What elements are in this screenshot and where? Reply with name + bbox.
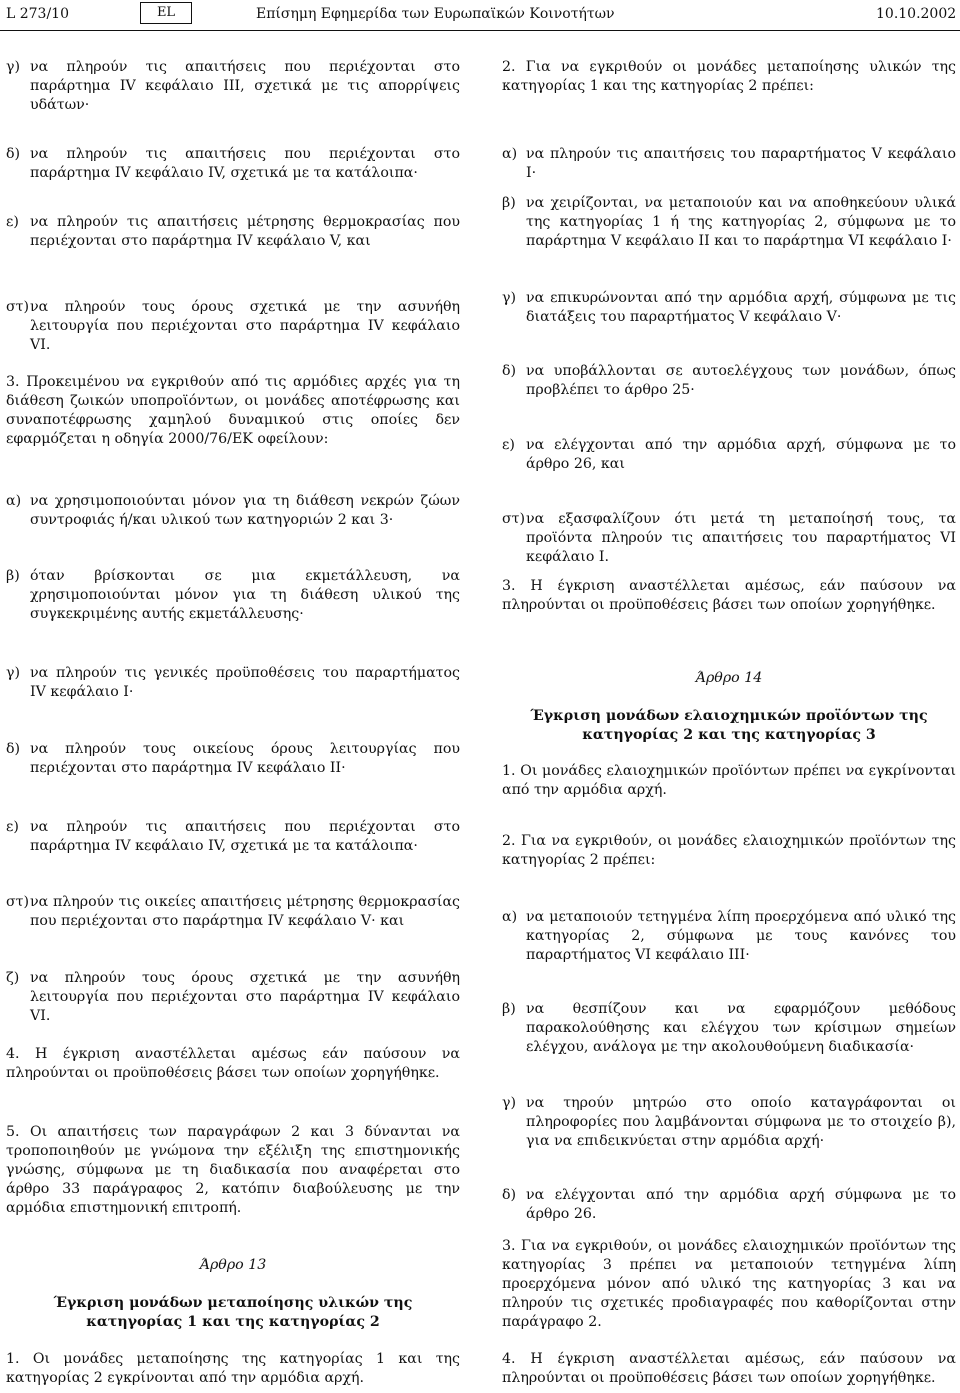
item-text: να πληρούν τις απαιτήσεις που περιέχονται στο παράρτημα IV κεφάλαιο IV, σχετικά με τα κατάλοιπα· <box>30 146 460 181</box>
item-text: να μεταποιούν τετηγμένα λίπη προερχόμενα από υλικό της κατηγορίας 2, σύμφωνα με τους κανόνες του παραρτήματος VI κεφάλαιο III· <box>526 909 956 963</box>
item-label: α) <box>6 493 22 509</box>
article-number: Άρθρο 14 <box>695 670 763 686</box>
item-label: ζ) <box>6 970 20 986</box>
list-item <box>502 362 956 400</box>
item-label: δ) <box>502 1187 517 1203</box>
list-item <box>6 492 460 530</box>
article-title: Έγκριση μονάδων μεταποίησης υλικών της κατηγορίας 1 και της κατηγορίας 2 <box>53 1295 413 1330</box>
item-text: να ελέγχονται από την αρμόδια αρχή σύμφωνα με το άρθρο 26. <box>526 1187 956 1222</box>
item-text: να πληρούν τους όρους σχετικά με την ασυνήθη λειτουργία που περιέχονται στο παράρτημα IV κεφάλαιο VI. <box>30 299 460 353</box>
item-label: δ) <box>6 741 21 757</box>
item-text: να πληρούν τους οικείους όρους λειτουργίας που περιέχονται στο παράρτημα IV κεφάλαιο II· <box>30 741 460 776</box>
paragraph: 5. Οι απαιτήσεις των παραγράφων 2 και 3 δύνανται να τροποποιηθούν με γνώμονα την εξέλιξη της επιστημονικής γνώσης, σύμφωνα με τη διαδικασία που αναφέρεται στο άρθρο 33 παράγραφος 2, κατόπιν διαβούλευσης με την αρμόδια επιστημονική επιτροπή. <box>6 1124 460 1216</box>
list-item <box>6 969 460 1026</box>
item-label: γ) <box>502 290 517 306</box>
item-label: ε) <box>502 437 515 453</box>
item-text: να πληρούν τις απαιτήσεις μέτρησης θερμοκρασίας που περιέχονται στο παράρτημα IV κεφάλαιο V, και <box>30 214 460 249</box>
list-item <box>502 1186 956 1224</box>
list-item <box>502 194 956 251</box>
item-label: γ) <box>6 59 21 75</box>
paragraph: 3. Η έγκριση αναστέλλεται αμέσως, εάν παύσουν να πληρούνται οι προϋποθέσεις βάσει των οποίων χορηγήθηκε. <box>502 578 956 613</box>
item-label: α) <box>502 146 518 162</box>
list-item <box>6 893 460 931</box>
paragraph: 2. Για να εγκριθούν, οι μονάδες ελαιοχημικών προϊόντων της κατηγορίας 2 πρέπει: <box>502 833 956 868</box>
item-label: β) <box>6 568 20 584</box>
item-text: όταν βρίσκονται σε μια εκμετάλλευση, να χρησιμοποιούνται μόνον για τη διάθεση υλικού της συγκεκριμένης αυτής εκμετάλλευσης· <box>30 568 460 622</box>
list-item <box>6 58 460 115</box>
item-text: να πληρούν τις οικείες απαιτήσεις μέτρησης θερμοκρασίας που περιέχονται στο παράρτημα IV κεφάλαιο V· και <box>30 894 460 929</box>
item-text: να πληρούν τις απαιτήσεις που περιέχονται στο παράρτημα IV κεφάλαιο IV, σχετικά με τα κατάλοιπα· <box>30 819 460 854</box>
item-label: δ) <box>6 146 21 162</box>
item-label: β) <box>502 1001 516 1017</box>
item-text: να πληρούν τις απαιτήσεις που περιέχονται στο παράρτημα IV κεφάλαιο III, σχετικά με τις απορρίψεις υδάτων· <box>30 59 460 113</box>
journal-title: Επίσημη Εφημερίδα των Ευρωπαϊκών Κοινοτήτων <box>256 6 615 22</box>
item-text: να επικυρώνονται από την αρμόδια αρχή, σύμφωνα με τις διατάξεις του παραρτήματος V κεφάλαιο V· <box>526 290 956 325</box>
list-item <box>6 664 460 702</box>
list-item <box>502 1000 956 1057</box>
item-text: να πληρούν τις γενικές προϋποθέσεις του παραρτήματος IV κεφάλαιο I· <box>30 665 460 700</box>
item-label: γ) <box>502 1095 517 1111</box>
language-box: EL <box>140 2 192 24</box>
item-label: στ) <box>6 299 30 315</box>
article-title: Έγκριση μονάδων ελαιοχημικών προϊόντων της κατηγορίας 2 και της κατηγορίας 3 <box>530 708 928 743</box>
paragraph: 3. Για να εγκριθούν, οι μονάδες ελαιοχημικών προϊόντων της κατηγορίας 3 πρέπει να μεταποιούν τετηγμένα λίπη προερχόμενα μόνον από υλικό της κατηγορίας 3 και να πληρούν τις σχετικές προδιαγραφές που καθορίζονται στην παράγραφο 2. <box>502 1238 956 1330</box>
page-reference: L 273/10 <box>6 6 69 22</box>
page-header <box>0 0 960 30</box>
item-label: στ) <box>6 894 30 910</box>
item-text: να εξασφαλίζουν ότι μετά τη μεταποίησή τους, τα προϊόντα πληρούν τις απαιτήσεις του παραρτήματος VI κεφάλαιο I. <box>526 511 956 565</box>
list-item <box>502 908 956 965</box>
list-item <box>502 1094 956 1151</box>
list-item <box>6 567 460 624</box>
list-item <box>6 818 460 856</box>
paragraph: 3. Προκειμένου να εγκριθούν από τις αρμόδιες αρχές για τη διάθεση ζωικών υποπροϊόντων, οι μονάδες αποτέφρωσης και συναποτέφρωσης χαμηλού δυναμικού στις οποίες δεν εφαρμόζεται η οδηγία 2000/76/ΕΚ οφείλουν: <box>6 374 460 447</box>
list-item <box>6 740 460 778</box>
list-item <box>502 289 956 327</box>
list-item <box>6 145 460 183</box>
header-rule <box>0 30 960 31</box>
paragraph: 4. Η έγκριση αναστέλλεται αμέσως εάν παύσουν να πληρούνται οι προϋποθέσεις βάσει των οποίων χορηγήθηκε. <box>6 1046 460 1081</box>
item-text: να θεσπίζουν και να εφαρμόζουν μεθόδους παρακολούθησης και ελέγχου των κρίσιμων σημείων ελέγχου, ανάλογα με την ακολουθούμενη διαδικασία· <box>526 1001 956 1055</box>
paragraph: 2. Για να εγκριθούν οι μονάδες μεταποίησης υλικών της κατηγορίας 1 και της κατηγορίας 2 πρέπει: <box>502 59 956 94</box>
publication-date: 10.10.2002 <box>876 6 957 22</box>
list-item <box>502 145 956 183</box>
item-label: ε) <box>6 819 19 835</box>
item-label: γ) <box>6 665 21 681</box>
paragraph: 4. Η έγκριση αναστέλλεται αμέσως, εάν παύσουν να πληρούνται οι προϋποθέσεις βάσει των οποίων χορηγήθηκε. <box>502 1351 956 1386</box>
item-text: να χρησιμοποιούνται μόνον για τη διάθεση νεκρών ζώων συντροφιάς ή/και υλικού των κατηγοριών 2 και 3· <box>30 493 460 528</box>
item-label: β) <box>502 195 516 211</box>
item-text: να πληρούν τις απαιτήσεις του παραρτήματος V κεφάλαιο I· <box>526 146 956 181</box>
item-label: ε) <box>6 214 19 230</box>
list-item <box>502 510 956 567</box>
paragraph: 1. Οι μονάδες μεταποίησης της κατηγορίας 1 και της κατηγορίας 2 εγκρίνονται από την αρμόδια αρχή. <box>6 1351 460 1386</box>
list-item <box>6 213 460 251</box>
article-number: Άρθρο 13 <box>199 1257 267 1273</box>
item-text: να υποβάλλονται σε αυτοελέγχους των μονάδων, όπως προβλέπει το άρθρο 25· <box>526 363 956 398</box>
item-label: στ) <box>502 511 526 527</box>
paragraph: 1. Οι μονάδες ελαιοχημικών προϊόντων πρέπει να εγκρίνονται από την αρμόδια αρχή. <box>502 763 956 798</box>
item-text: να ελέγχονται από την αρμόδια αρχή, σύμφωνα με το άρθρο 26, και <box>526 437 956 472</box>
item-text: να πληρούν τους όρους σχετικά με την ασυνήθη λειτουργία που περιέχονται στο παράρτημα IV κεφάλαιο VI. <box>30 970 460 1024</box>
item-text: να χειρίζονται, να μεταποιούν και να αποθηκεύουν υλικά της κατηγορίας 1 ή της κατηγορίας 2, σύμφωνα με το παράρτημα V κεφάλαιο II και το παράρτημα VI κεφάλαιο I· <box>526 195 956 249</box>
list-item <box>502 436 956 474</box>
item-text: να τηρούν μητρώο στο οποίο καταγράφονται οι πληροφορίες που λαμβάνονται σύμφωνα με το στοιχείο β), για να επιδεικνύεται στην αρμόδια αρχή· <box>526 1095 956 1149</box>
item-label: δ) <box>502 363 517 379</box>
list-item <box>6 298 460 355</box>
item-label: α) <box>502 909 518 925</box>
